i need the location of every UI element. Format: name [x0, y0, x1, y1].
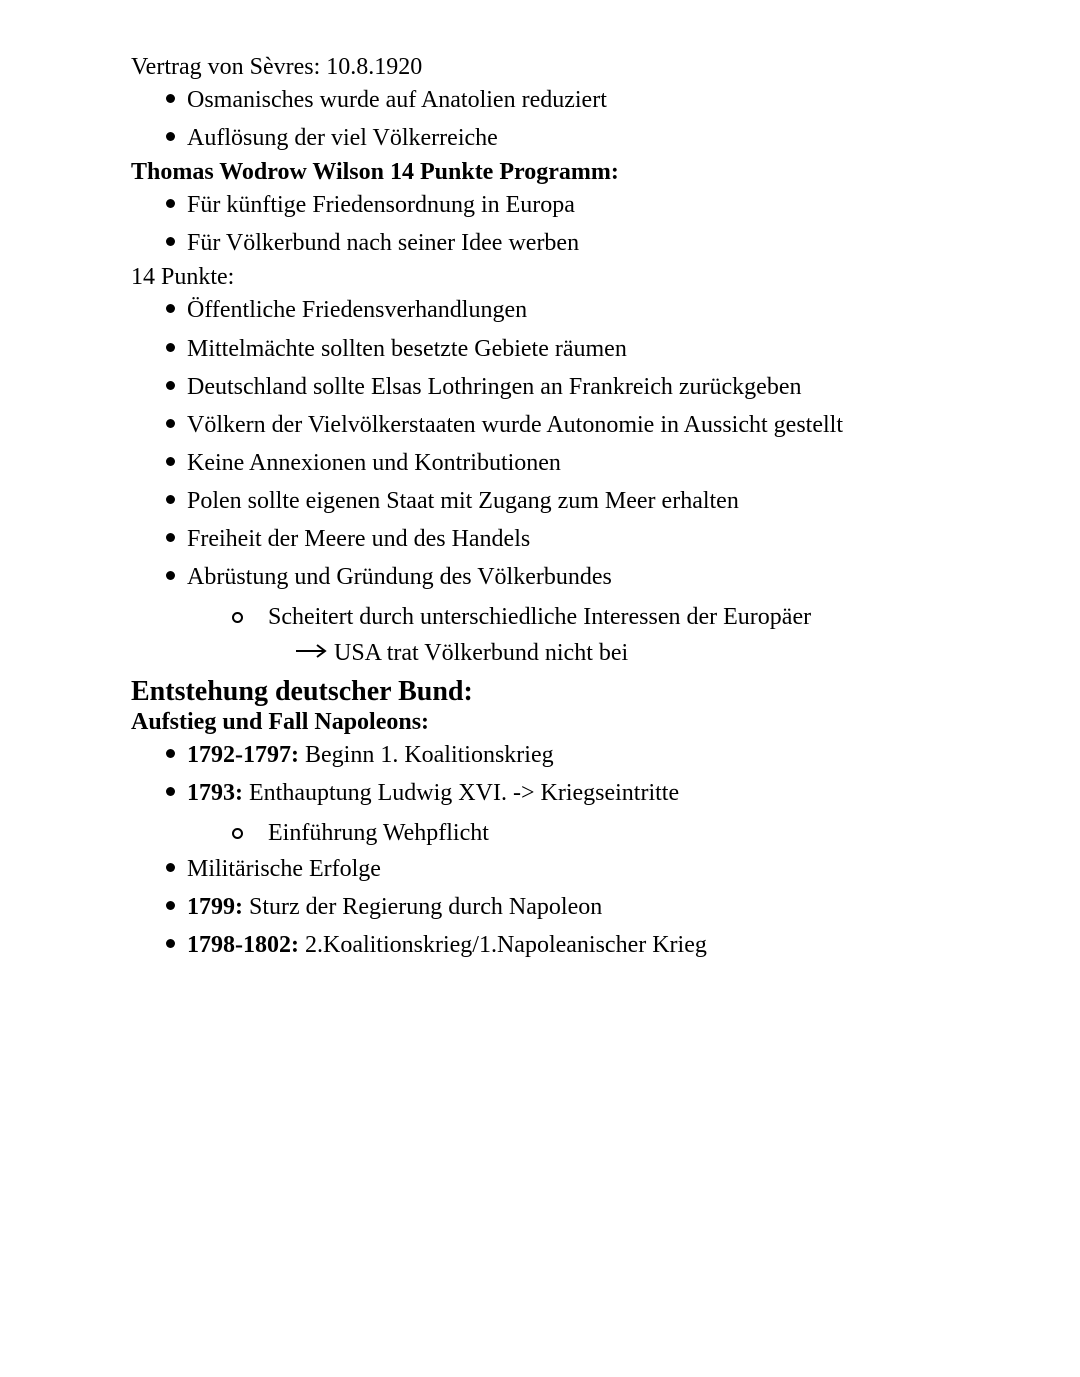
list-item: Polen sollte eigenen Staat mit Zugang zum Meer erhalten [187, 488, 739, 514]
bullet-icon [166, 495, 175, 504]
bullet-icon [166, 901, 175, 910]
page-section-title: Entstehung deutscher Bund: [131, 676, 473, 707]
list-item-text: Militärische Erfolge [187, 856, 381, 882]
list-item [187, 893, 602, 921]
bullet-icon [166, 863, 175, 872]
list-item: Öffentliche Friedensverhandlungen [187, 297, 528, 323]
list-item: Auflösung der viel Völkerreiche [187, 125, 498, 151]
arrow-note: USA trat Völkerbund nicht bei [334, 640, 629, 666]
list-item: Deutschland sollte Elsas Lothringen an Frankreich zurückgeben [187, 374, 802, 400]
list-item-text: 2.Koalitionskrieg/1.Napoleanischer Krieg [298, 932, 707, 958]
treaty-line: Vertrag von Sèvres: 10.8.1920 [131, 54, 423, 80]
list-item-text: Enthauptung Ludwig XVI. -> Kriegseintritte [243, 780, 680, 806]
section-heading: Thomas Wodrow Wilson 14 Punkte Programm: [131, 159, 619, 185]
sub-list-item: Scheitert durch unterschiedliche Interessen der Europäer [268, 604, 812, 630]
bullet-icon [166, 749, 175, 758]
list-item-text: Beginn 1. Koalitionskrieg [298, 742, 554, 768]
list-item-lead: 1793: [187, 780, 243, 806]
list-item: Keine Annexionen und Kontributionen [187, 450, 561, 476]
bullet-icon [166, 787, 175, 796]
bullet-icon [166, 533, 175, 542]
bullet-icon [166, 199, 175, 208]
arrow-right-icon [295, 643, 327, 659]
section-heading: Aufstieg und Fall Napoleons: [131, 709, 430, 735]
list-item: Freiheit der Meere und des Handels [187, 526, 531, 552]
list-item-text: Sturz der Regierung durch Napoleon [243, 894, 603, 920]
bullet-icon [166, 343, 175, 352]
list-item-lead: 1792-1797: [187, 742, 299, 768]
list-item-lead: 1798-1802: [187, 932, 299, 958]
list-item-lead: 1799: [187, 894, 243, 920]
list-item [187, 931, 707, 959]
list-item: Völkern der Vielvölkerstaaten wurde Autonomie in Aussicht gestellt [187, 412, 843, 438]
bullet-icon [166, 304, 175, 313]
list-item: Abrüstung und Gründung des Völkerbundes [187, 564, 612, 590]
section-label: 14 Punkte: [131, 264, 235, 290]
bullet-icon [166, 939, 175, 948]
bullet-icon [166, 132, 175, 141]
circle-bullet-icon [232, 828, 243, 839]
bullet-icon [166, 457, 175, 466]
list-item: Mittelmächte sollten besetzte Gebiete räumen [187, 336, 627, 362]
circle-bullet-icon [232, 612, 243, 623]
list-item: Für Völkerbund nach seiner Idee werben [187, 230, 580, 256]
list-item [187, 741, 554, 769]
list-item: Für künftige Friedensordnung in Europa [187, 192, 575, 218]
bullet-icon [166, 381, 175, 390]
bullet-icon [166, 237, 175, 246]
sub-list-item: Einführung Wehpflicht [268, 820, 489, 846]
bullet-icon [166, 571, 175, 580]
bullet-icon [166, 94, 175, 103]
list-item [187, 855, 381, 883]
bullet-icon [166, 419, 175, 428]
list-item: Osmanisches wurde auf Anatolien reduziert [187, 87, 607, 113]
list-item [187, 779, 679, 807]
